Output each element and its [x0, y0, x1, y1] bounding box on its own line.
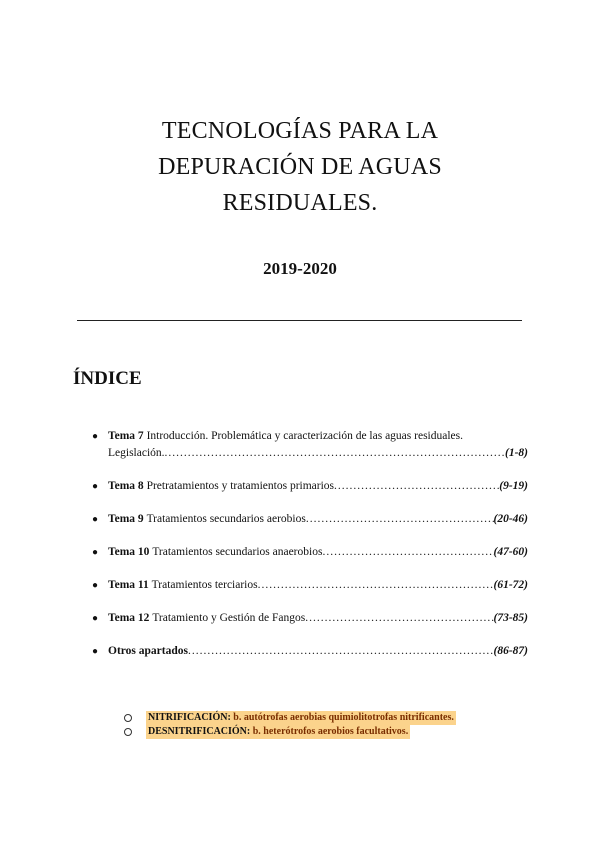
highlighted-notes — [124, 711, 456, 739]
toc-item-tema-9 — [92, 511, 528, 528]
bullet-icon: ● — [92, 580, 99, 591]
document-title — [0, 113, 600, 221]
bullet-icon: ● — [92, 481, 99, 492]
toc-item-pages: (20-46) — [493, 513, 528, 525]
circle-bullet-icon — [124, 714, 132, 722]
toc-item-text-continued: Legislación. — [108, 447, 165, 459]
dot-leader — [305, 610, 493, 627]
toc-item-text: Introducción. Problemática y caracterización de las aguas residuales. — [146, 430, 463, 442]
dot-leader — [188, 643, 494, 660]
toc-item-tema-10 — [92, 544, 528, 561]
toc-item-pages: (61-72) — [493, 579, 528, 591]
dot-leader — [258, 577, 494, 594]
toc-item-tema-7 — [92, 428, 528, 462]
toc-item-tema-8 — [92, 478, 528, 495]
bullet-icon: ● — [92, 646, 99, 657]
title-line-2: DEPURACIÓN DE AGUAS — [158, 154, 442, 180]
toc-item-tema-12 — [92, 610, 528, 627]
toc-item-pages: (73-85) — [493, 612, 528, 624]
title-line-1: TECNOLOGÍAS PARA LA — [161, 118, 439, 144]
note-label: NITRIFICACIÓN: — [148, 712, 231, 723]
bullet-icon: ● — [92, 613, 99, 624]
toc-item-text: Tratamiento y Gestión de Fangos — [152, 612, 306, 624]
bullet-icon: ● — [92, 547, 99, 558]
toc-item-text: Tratamientos secundarios anaerobios — [152, 546, 323, 558]
academic-year: 2019-2020 — [263, 259, 337, 278]
dot-leader — [334, 478, 499, 495]
table-of-contents — [92, 428, 528, 676]
bullet-icon: ● — [92, 514, 99, 525]
note-nitrificacion — [124, 711, 456, 725]
highlighted-text — [146, 711, 456, 725]
toc-item-number: Tema 8 — [108, 480, 144, 492]
toc-item-otros-apartados — [92, 643, 528, 660]
note-detail: b. heterótrofos aerobios facultativos. — [252, 726, 409, 737]
dot-leader — [306, 511, 494, 528]
toc-item-number: Tema 9 — [108, 513, 144, 525]
toc-item-tema-11 — [92, 577, 528, 594]
toc-item-text: Tratamientos terciarios — [151, 579, 258, 591]
toc-item-pages: (86-87) — [493, 645, 528, 657]
dot-leader — [322, 544, 493, 561]
title-line-3: RESIDUALES. — [222, 190, 378, 216]
toc-item-number: Tema 11 — [108, 579, 149, 591]
dot-leader — [165, 445, 505, 462]
toc-item-pages: (1-8) — [505, 447, 528, 459]
toc-item-text: Tratamientos secundarios aerobios — [146, 513, 306, 525]
toc-item-pages: (9-19) — [499, 480, 528, 492]
note-desnitrificacion — [124, 725, 456, 739]
note-label: DESNITRIFICACIÓN: — [148, 726, 251, 737]
circle-bullet-icon — [124, 728, 132, 736]
note-detail: b. autótrofas aerobias quimiolitotrofas nitrificantes. — [233, 712, 454, 723]
toc-item-number: Tema 7 — [108, 430, 144, 442]
index-heading: ÍNDICE — [73, 368, 142, 389]
toc-item-text: Pretratamientos y tratamientos primarios — [146, 480, 335, 492]
toc-item-number: Tema 12 — [108, 612, 150, 624]
toc-item-pages: (47-60) — [493, 546, 528, 558]
bullet-icon: ● — [92, 431, 99, 442]
toc-item-number: Tema 10 — [108, 546, 150, 558]
toc-item-number: Otros apartados — [108, 645, 188, 657]
highlighted-text — [146, 725, 410, 739]
horizontal-divider — [77, 320, 522, 321]
